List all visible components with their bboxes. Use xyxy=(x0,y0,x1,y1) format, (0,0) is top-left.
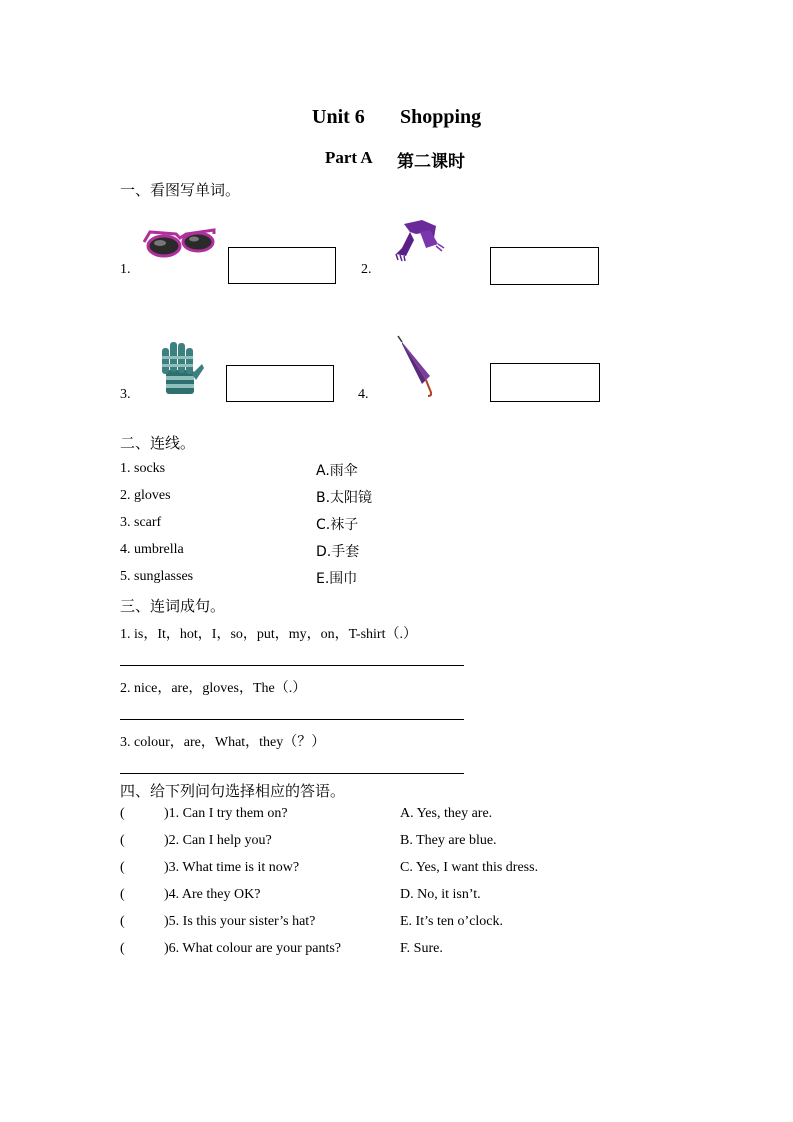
section1-heading: 一、看图写单词。 xyxy=(120,181,241,199)
sentence-2: 2. nice，are，gloves，The（.） xyxy=(120,681,307,696)
item3-number: 3. xyxy=(120,387,131,402)
match-left-1: 1. socks xyxy=(120,461,166,476)
question-6: )6. What colour are your pants? xyxy=(164,941,342,956)
question-5-open-paren[interactable]: ( xyxy=(120,914,125,929)
question-1: )1. Can I try them on? xyxy=(164,806,288,821)
question-1-open-paren[interactable]: ( xyxy=(120,806,125,821)
question-4: )4. Are they OK? xyxy=(164,887,261,902)
question-4-open-paren[interactable]: ( xyxy=(120,887,125,902)
sentence-3: 3. colour，are，What，they（？） xyxy=(120,735,326,750)
match-right-a: A.雨伞 xyxy=(316,463,358,479)
answer-option-a: A. Yes, they are. xyxy=(400,806,493,821)
match-left-5: 5. sunglasses xyxy=(120,569,194,584)
answer-box-3[interactable] xyxy=(226,365,334,402)
item1-number: 1. xyxy=(120,262,131,277)
answer-option-c: C. Yes, I want this dress. xyxy=(400,860,539,875)
sentence-1: 1. is，It，hot，I，so，put，my，on，T-shirt（.） xyxy=(120,627,417,642)
answer-line-2[interactable] xyxy=(120,719,464,720)
answer-option-b: B. They are blue. xyxy=(400,833,497,848)
match-right-d: D.手套 xyxy=(316,544,360,560)
section3-heading: 三、连词成句。 xyxy=(120,597,226,615)
question-5: )5. Is this your sister’s hat? xyxy=(164,914,316,929)
answer-box-2[interactable] xyxy=(490,247,599,285)
question-3: )3. What time is it now? xyxy=(164,860,300,875)
answer-option-d: D. No, it isn’t. xyxy=(400,887,481,902)
question-2: )2. Can I help you? xyxy=(164,833,272,848)
match-right-c: C.袜子 xyxy=(316,517,359,533)
item2-number: 2. xyxy=(361,262,372,277)
section2-heading: 二、连线。 xyxy=(120,434,196,452)
unit-title: Unit 6 xyxy=(312,106,365,128)
answer-box-1[interactable] xyxy=(228,247,336,284)
answer-line-1[interactable] xyxy=(120,665,464,666)
answer-box-4[interactable] xyxy=(490,363,600,402)
umbrella-icon xyxy=(396,334,436,398)
item4-number: 4. xyxy=(358,387,369,402)
question-2-open-paren[interactable]: ( xyxy=(120,833,125,848)
lesson-label: 第二课时 xyxy=(397,152,465,172)
match-left-4: 4. umbrella xyxy=(120,542,184,557)
match-left-3: 3. scarf xyxy=(120,515,162,530)
sunglasses-icon xyxy=(140,220,218,260)
part-label: Part A xyxy=(325,148,373,167)
scarf-icon xyxy=(392,218,452,262)
section4-heading: 四、给下列问句选择相应的答语。 xyxy=(120,782,346,800)
match-left-2: 2. gloves xyxy=(120,488,171,503)
topic-title: Shopping xyxy=(400,106,482,128)
match-right-e: E.围巾 xyxy=(316,571,358,587)
match-right-b: B.太阳镜 xyxy=(316,490,373,506)
glove-icon xyxy=(158,340,204,396)
question-3-open-paren[interactable]: ( xyxy=(120,860,125,875)
answer-option-f: F. Sure. xyxy=(400,941,443,956)
answer-line-3[interactable] xyxy=(120,773,464,774)
answer-option-e: E. It’s ten o’clock. xyxy=(400,914,504,929)
question-6-open-paren[interactable]: ( xyxy=(120,941,125,956)
